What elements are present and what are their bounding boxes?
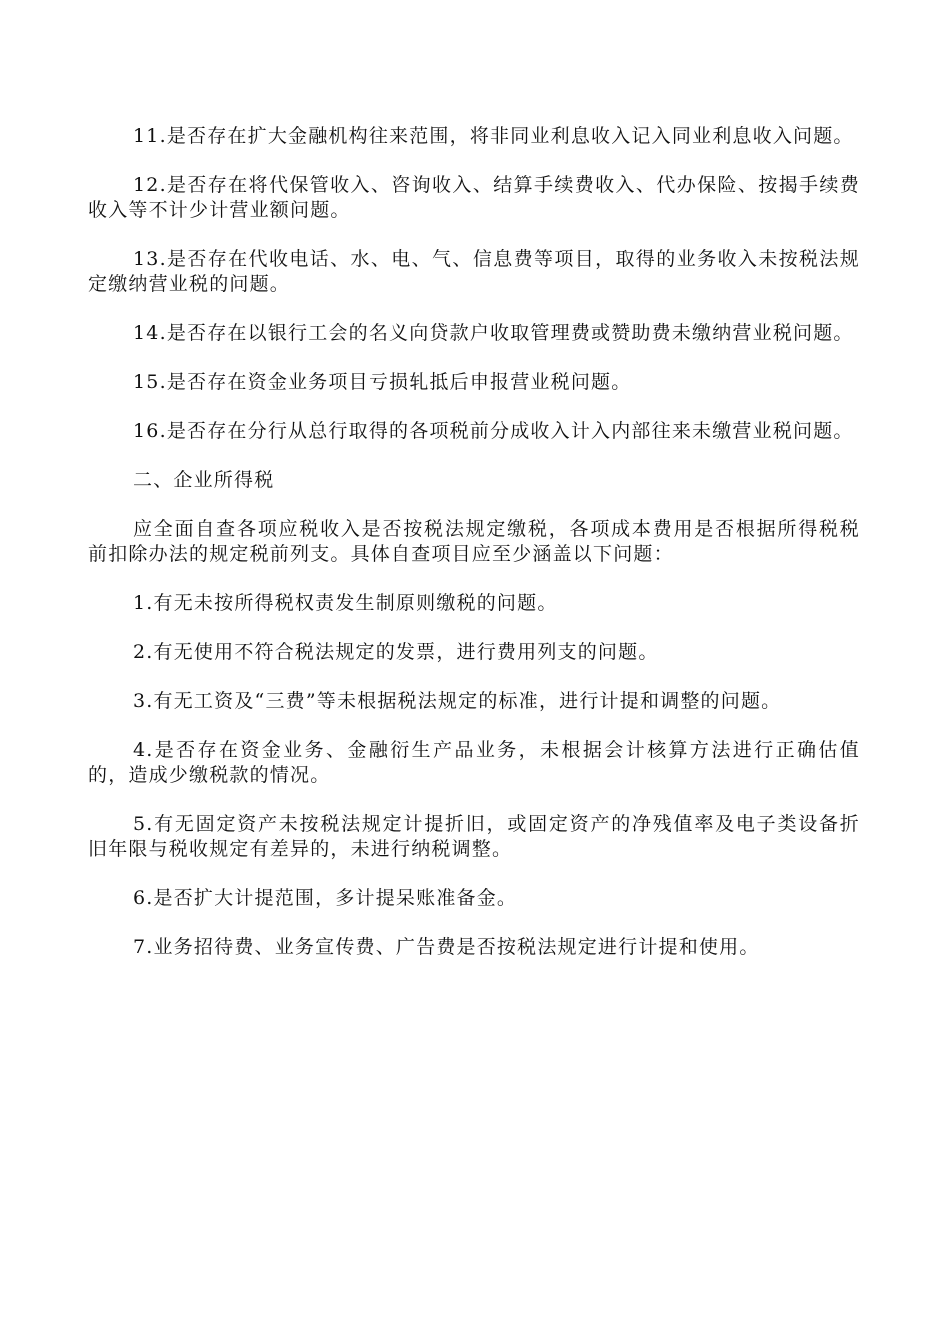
paragraph-item-4: 4.是否存在资金业务、金融衍生产品业务，未根据会计核算方法进行正确估值的，造成少缴税款的情况。	[88, 739, 860, 786]
paragraph-item-6: 6.是否扩大计提范围，多计提呆账准备金。	[133, 887, 518, 909]
paragraph-item-14: 14.是否存在以银行工会的名义向贷款户收取管理费或赞助费未缴纳营业税问题。	[133, 322, 854, 344]
section-heading-income-tax: 二、企业所得税	[133, 469, 275, 491]
paragraph-item-13: 13.是否存在代收电话、水、电、气、信息费等项目，取得的业务收入未按税法规定缴纳营业税的问题。	[88, 248, 860, 295]
paragraph-item-16: 16.是否存在分行从总行取得的各项税前分成收入计入内部往来未缴营业税问题。	[133, 420, 854, 442]
paragraph-item-2: 2.有无使用不符合税法规定的发票，进行费用列支的问题。	[133, 641, 659, 663]
paragraph-item-5: 5.有无固定资产未按税法规定计提折旧，或固定资产的净残值率及电子类设备折旧年限与税收规定有差异的，未进行纳税调整。	[88, 813, 860, 860]
paragraph-item-3: 3.有无工资及“三费”等未根据税法规定的标准，进行计提和调整的问题。	[133, 690, 782, 712]
section-intro-paragraph: 应全面自查各项应税收入是否按税法规定缴税，各项成本费用是否根据所得税税前扣除办法的规定税前列支。具体自查项目应至少涵盖以下问题：	[88, 518, 860, 565]
paragraph-item-12: 12.是否存在将代保管收入、咨询收入、结算手续费收入、代办保险、按揭手续费收入等不计少计营业额问题。	[88, 174, 860, 221]
paragraph-item-11: 11.是否存在扩大金融机构往来范围，将非同业利息收入记入同业利息收入问题。	[133, 125, 854, 147]
paragraph-item-1: 1.有无未按所得税权责发生制原则缴税的问题。	[133, 592, 558, 614]
paragraph-item-15: 15.是否存在资金业务项目亏损轧抵后申报营业税问题。	[133, 371, 632, 393]
document-body	[88, 124, 860, 984]
paragraph-item-7: 7.业务招待费、业务宣传费、广告费是否按税法规定进行计提和使用。	[133, 936, 760, 958]
